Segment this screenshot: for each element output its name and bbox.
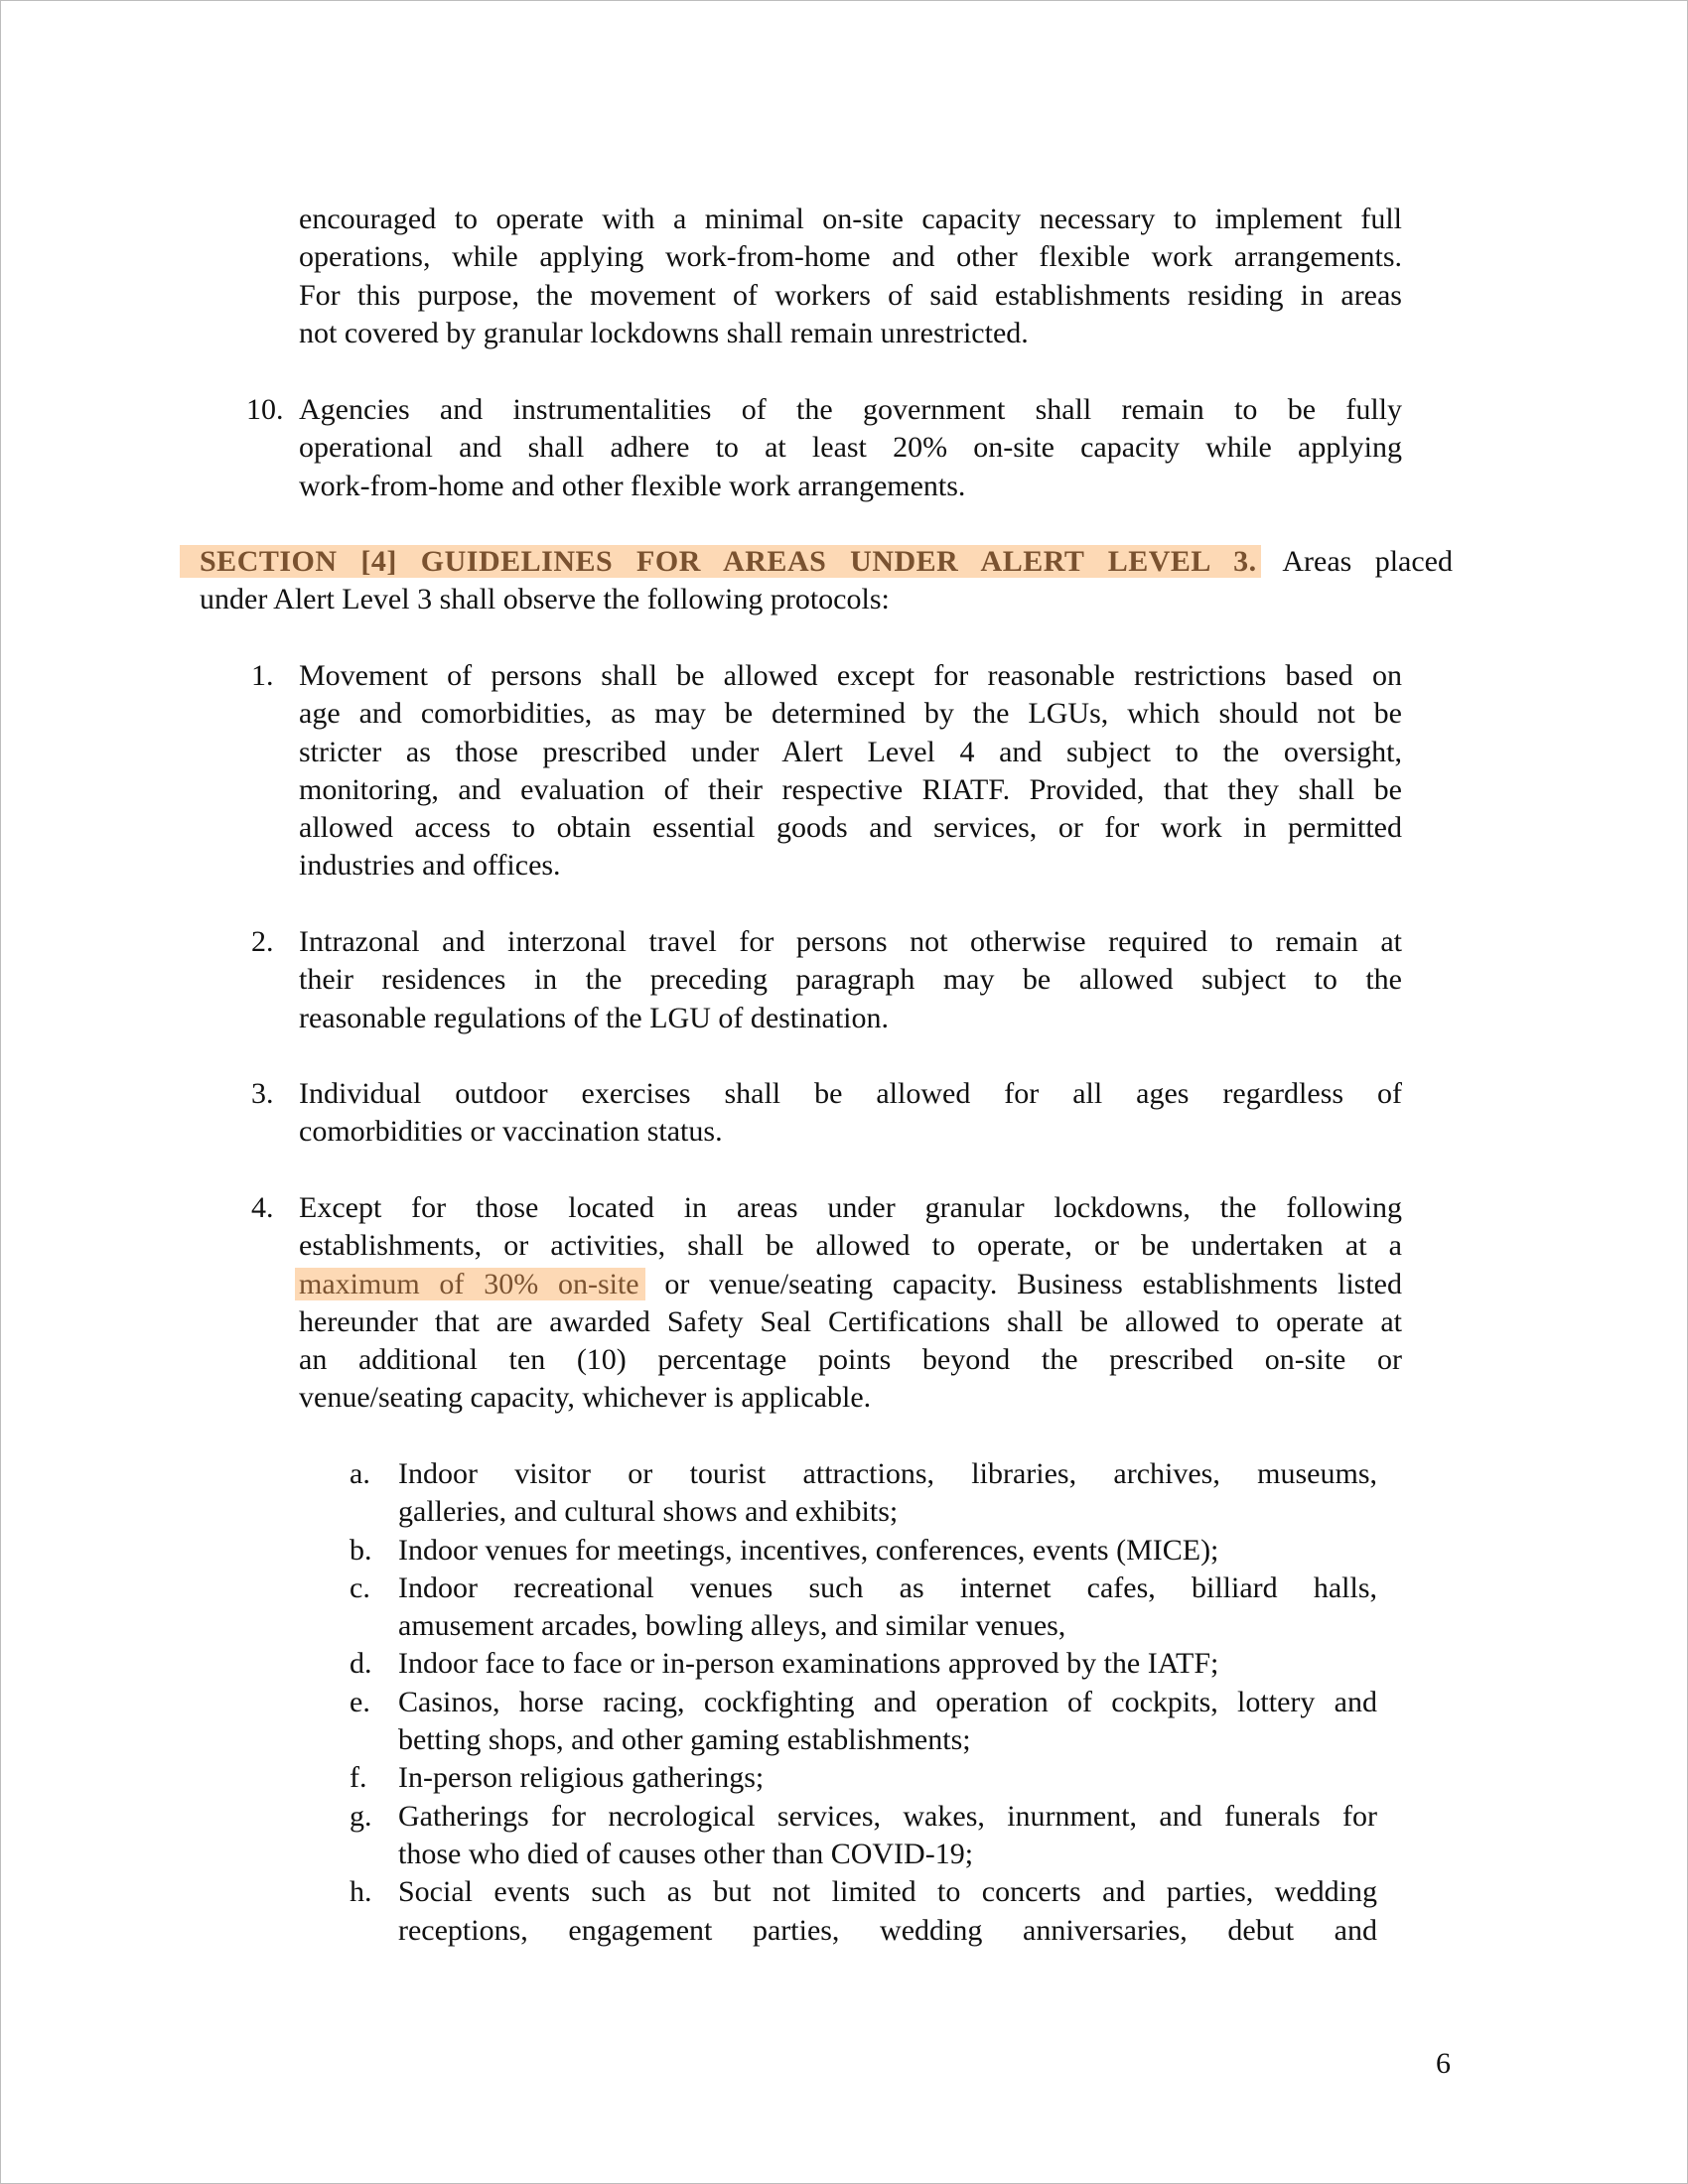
- sub-list-letter: g.: [350, 1799, 372, 1833]
- list-number: 3.: [251, 1077, 274, 1110]
- sub-list-item: [350, 1873, 1377, 1950]
- section-heading-highlight: SECTION [4] GUIDELINES FOR AREAS UNDER ALERT LEVEL 3.: [180, 545, 1261, 578]
- sub-list-item: [350, 1684, 1377, 1760]
- text-line: industries and offices.: [299, 849, 561, 883]
- text-line: establishments, or activities, shall be allowed to operate, or be undertaken at a: [299, 1229, 1402, 1263]
- list-number: 4.: [251, 1191, 274, 1224]
- text-line: betting shops, and other gaming establishments;: [398, 1723, 971, 1757]
- list-item-1: [251, 657, 1402, 886]
- text-line: receptions, engagement parties, wedding anniversaries, debut and: [398, 1913, 1377, 1947]
- text-line: reasonable regulations of the LGU of destination.: [299, 1001, 889, 1034]
- sub-list-letter: a.: [350, 1457, 370, 1490]
- text-line: For this purpose, the movement of workers of said establishments residing in areas: [299, 278, 1402, 312]
- list-number: 2.: [251, 925, 274, 958]
- list-item-4: [251, 1189, 1402, 1418]
- sub-list-item: [350, 1570, 1377, 1646]
- sub-list-item: [350, 1532, 1377, 1570]
- capacity-highlight: maximum of 30% on-site: [295, 1268, 645, 1300]
- text-line: galleries, and cultural shows and exhibits;: [398, 1495, 899, 1529]
- text-line: encouraged to operate with a minimal on-site capacity necessary to implement full: [299, 203, 1402, 235]
- text-line: Indoor venues for meetings, incentives, conferences, events (MICE);: [398, 1533, 1219, 1567]
- text-line: work-from-home and other flexible work arrangements.: [299, 469, 966, 502]
- text-line: an additional ten (10) percentage points beyond the prescribed on-site or: [299, 1343, 1402, 1377]
- text-line: monitoring, and evaluation of their respective RIATF. Provided, that they shall be: [299, 772, 1402, 806]
- sub-list: [350, 1455, 1377, 1950]
- text-line: operations, while applying work-from-home and other flexible work arrangements.: [299, 240, 1402, 274]
- sub-list-item: [350, 1645, 1377, 1683]
- text-line: amusement arcades, bowling alleys, and similar venues,: [398, 1609, 1066, 1643]
- sub-list-letter: b.: [350, 1533, 372, 1567]
- page-number: 6: [1436, 2047, 1451, 2080]
- text-line: In-person religious gatherings;: [398, 1761, 765, 1795]
- text-line: Intrazonal and interzonal travel for persons not otherwise required to remain at: [299, 925, 1402, 958]
- list-item-10: [246, 391, 1402, 505]
- section-intro-start: Areas placed: [1282, 545, 1453, 578]
- sub-list-item: [350, 1798, 1377, 1874]
- text-line: Gatherings for necrological services, wakes, inurnment, and funerals for: [398, 1799, 1377, 1833]
- text-line: age and comorbidities, as may be determined by the LGUs, which should not be: [299, 697, 1402, 731]
- text-line: Social events such as but not limited to concerts and parties, wedding: [398, 1875, 1377, 1909]
- text-fragment: or venue/seating capacity. Business establishments listed: [664, 1267, 1402, 1300]
- text-line: stricter as those prescribed under Alert Level 4 and subject to the oversight,: [299, 735, 1402, 768]
- list-item-2: [251, 923, 1402, 1037]
- sub-list-letter: f.: [350, 1761, 367, 1795]
- text-line: Agencies and instrumentalities of the government shall remain to be fully: [299, 393, 1402, 426]
- text-line: venue/seating capacity, whichever is applicable.: [299, 1381, 872, 1415]
- text-line: not covered by granular lockdowns shall remain unrestricted.: [299, 316, 1029, 349]
- text-line: allowed access to obtain essential goods and services, or for work in permitted: [299, 811, 1402, 845]
- continuation-paragraph: [299, 201, 1402, 352]
- text-line: hereunder that are awarded Safety Seal Certifications shall be allowed to operate at: [299, 1304, 1402, 1338]
- text-line: Individual outdoor exercises shall be allowed for all ages regardless of: [299, 1077, 1402, 1110]
- sub-list-letter: d.: [350, 1647, 372, 1681]
- text-line: [299, 1266, 1402, 1303]
- sub-list-item: [350, 1759, 1377, 1797]
- sub-list-item: [350, 1455, 1377, 1532]
- sub-list-letter: h.: [350, 1875, 372, 1909]
- sub-list-letter: e.: [350, 1685, 370, 1718]
- section-line-2: under Alert Level 3 shall observe the following protocols:: [200, 583, 890, 616]
- text-line: Except for those located in areas under granular lockdowns, the following: [299, 1191, 1402, 1224]
- text-line: those who died of causes other than COVID-19;: [398, 1837, 974, 1870]
- sub-list-letter: c.: [350, 1570, 370, 1604]
- text-line: their residences in the preceding paragraph may be allowed subject to the: [299, 963, 1402, 997]
- text-line: Indoor face to face or in-person examinations approved by the IATF;: [398, 1647, 1219, 1681]
- text-line: Movement of persons shall be allowed except for reasonable restrictions based on: [299, 659, 1402, 692]
- text-line: Casinos, horse racing, cockfighting and operation of cockpits, lottery and: [398, 1685, 1377, 1718]
- section-4-paragraph: [200, 543, 1453, 619]
- text-line: Indoor visitor or tourist attractions, libraries, archives, museums,: [398, 1457, 1377, 1490]
- text-line: comorbidities or vaccination status.: [299, 1115, 723, 1149]
- list-number: 10.: [246, 393, 284, 426]
- list-number: 1.: [251, 659, 274, 692]
- text-line: operational and shall adhere to at least 20% on-site capacity while applying: [299, 431, 1402, 465]
- list-item-3: [251, 1075, 1402, 1152]
- text-line: Indoor recreational venues such as internet cafes, billiard halls,: [398, 1570, 1377, 1604]
- section-line-1: [200, 543, 1453, 581]
